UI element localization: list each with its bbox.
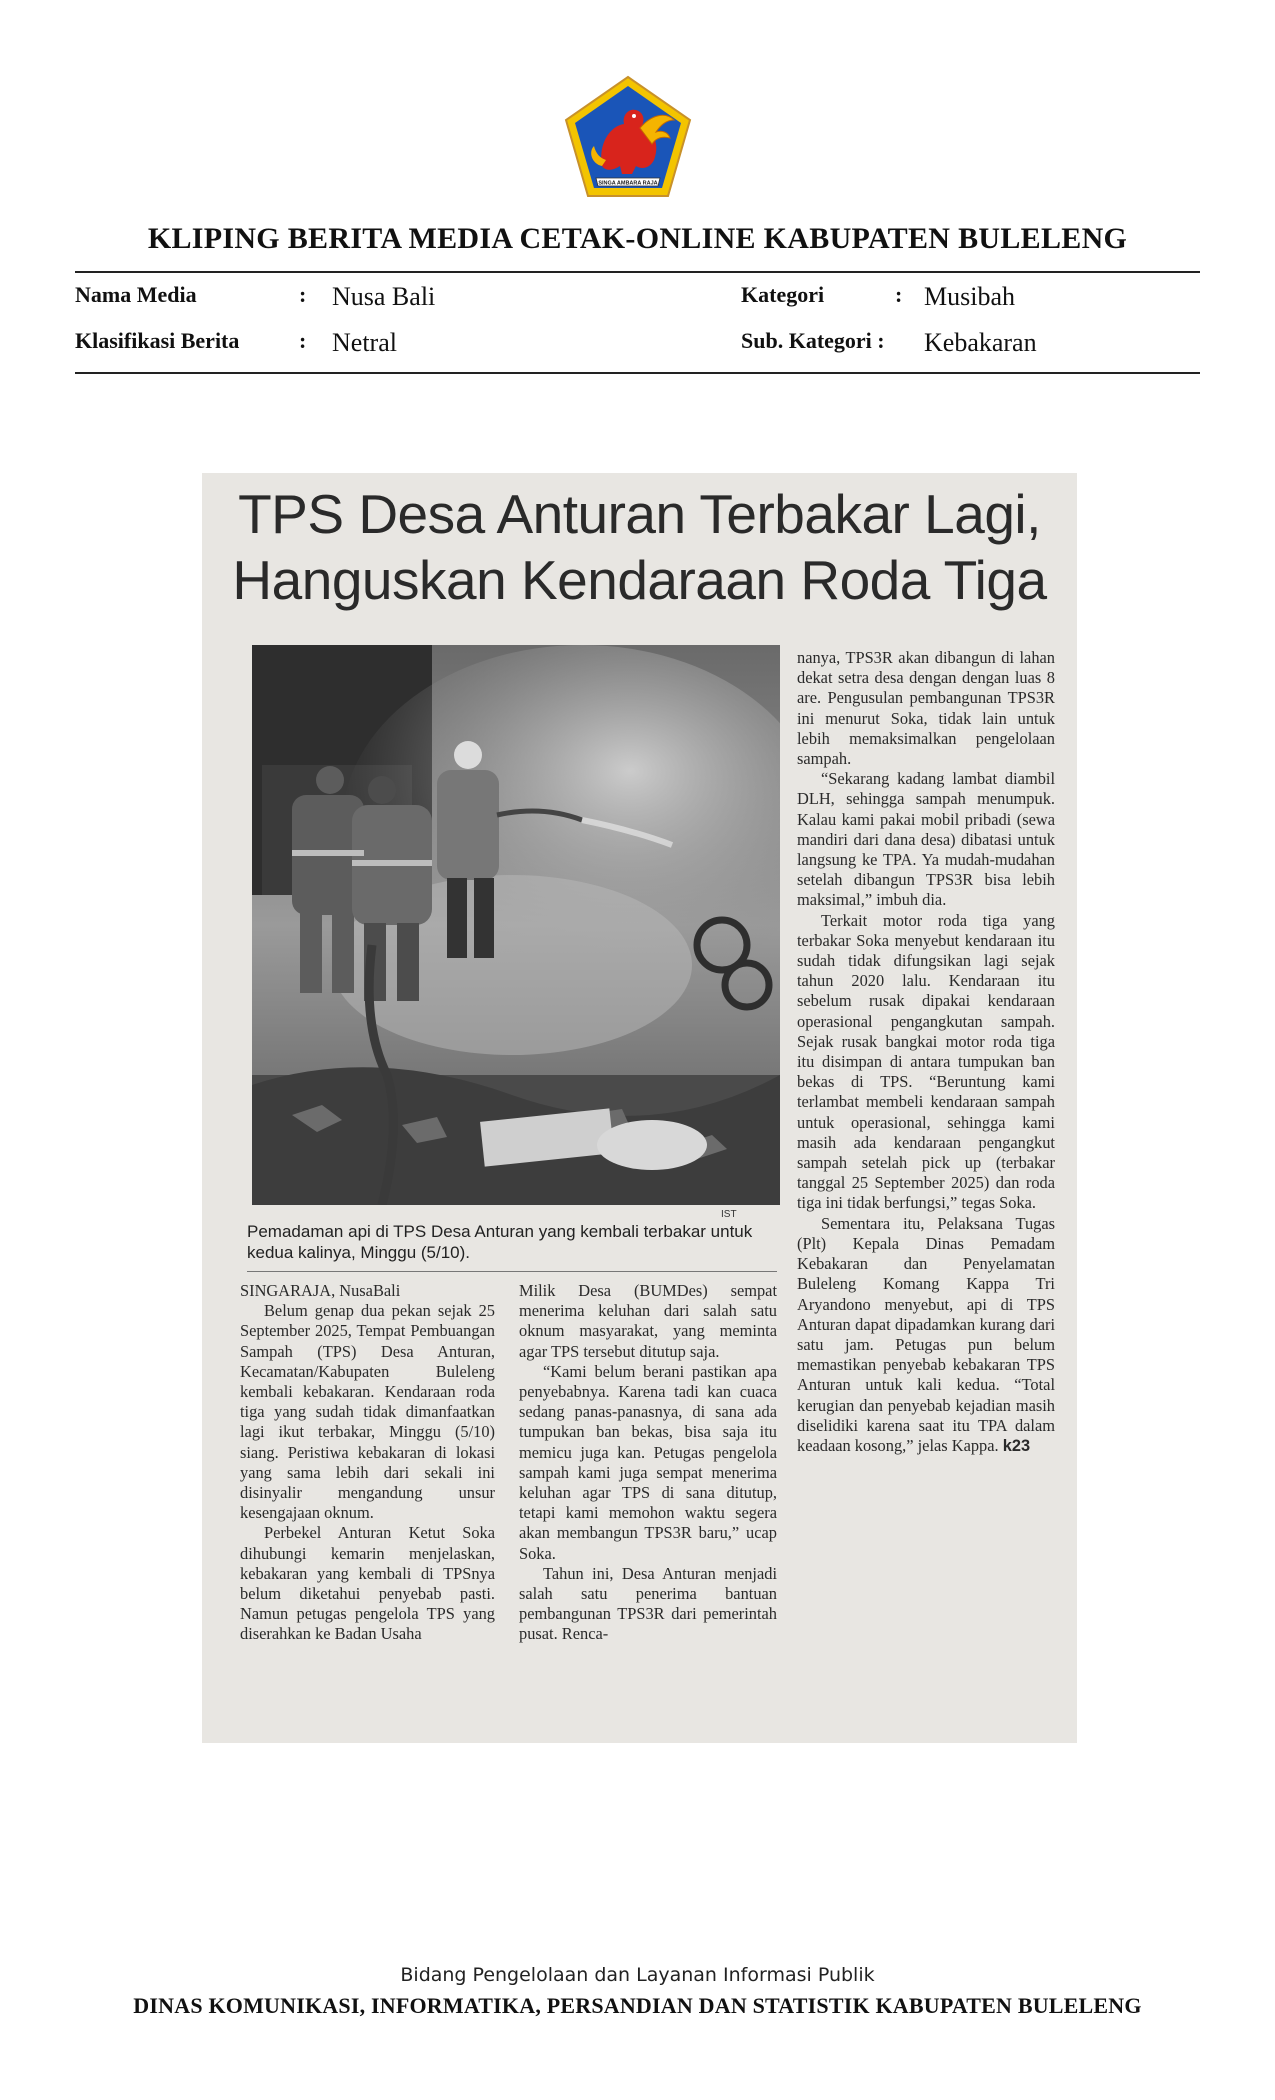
caption-divider <box>247 1271 777 1272</box>
kategori-label: Kategori <box>741 282 825 307</box>
article-paragraph: Belum genap dua pekan sejak 25 September 2025, Tempat Pembuangan Sampah (TPS) Desa Anturan, Kecamatan/Kabupaten Buleleng kembali kebakaran. Kendaraan roda tiga yang sudah tidak dimanfaatkan lagi ikut terbakar, Minggu (5/10) siang. Peristiwa kebakaran di lokasi yang sama lebih dari sekali ini disinyalir mengandung unsur kesengajaan oknum. <box>240 1301 495 1523</box>
article-paragraph-final <box>797 1214 1055 1456</box>
klasifikasi-colon: : <box>299 328 307 353</box>
fire-photo <box>252 645 780 1205</box>
kategori-value: Musibah <box>924 282 1015 311</box>
article-paragraph-text: Sementara itu, Pelaksana Tugas (Plt) Kepala Dinas Pemadam Kebakaran dan Penyelamatan Buleleng Komang Kappa Tri Aryandono menyebut, api di TPS Anturan dapat dipadamkan kurang dari satu jam. Petugas pun belum memastikan penyebab kebakaran TPS Anturan untuk kali kedua. “Total kerugian dan penyebab kejadian masih diselidiki karena saat itu TPA dalam keadaan kosong,” jelas Kappa. <box>797 1213 1055 1455</box>
media-value: Nusa Bali <box>332 282 436 311</box>
article-paragraph: Milik Desa (BUMDes) sempat menerima keluhan dari salah satu oknum masyarakat, yang meminta agar TPS tersebut ditutup saja. <box>519 1281 777 1361</box>
article-paragraph: “Kami belum berani pastikan apa penyebabnya. Karena tadi kan cuaca sedang panas-panasnya, di sana ada tumpukan ban bekas, bisa saja itu memicu juga kan. Petugas pengelola sampah kami juga sempat menerima keluhan agar TPS di sana ditutup, tetapi kami memohon waktu segera akan membangun TPS3R baru,” ucap Soka. <box>519 1361 777 1563</box>
footer-agency: DINAS KOMUNIKASI, INFORMATIKA, PERSANDIAN DAN STATISTIK KABUPATEN BULELENG <box>133 1993 1142 2018</box>
article-paragraph: “Sekarang kadang lambat diambil DLH, sehingga sampah menumpuk. Kalau kami pakai mobil pribadi (sewa mandiri dari dana desa) dibatasi untuk langsung ke TPA. Ya mudah-mudahan setelah dibangun TPS3R bisa lebih maksimal,” imbuh dia. <box>797 769 1055 910</box>
klasifikasi-value: Netral <box>332 328 397 357</box>
article-dateline: SINGARAJA, NusaBali <box>240 1281 401 1300</box>
headline-line-2: Hanguskan Kendaraan Roda Tiga <box>232 549 1047 611</box>
article-paragraph: Tahun ini, Desa Anturan menjadi salah satu penerima bantuan pembangunan TPS3R dari pemerintah pusat. Renca- <box>519 1563 777 1644</box>
logo-motto: SINGA AMBARA RAJA <box>598 180 658 187</box>
footer-department: Bidang Pengelolaan dan Layanan Informasi Publik <box>400 1964 875 1986</box>
klasifikasi-label: Klasifikasi Berita <box>75 328 240 353</box>
article-column-2 <box>519 1281 777 1645</box>
author-signature: k23 <box>1002 1436 1031 1455</box>
article-paragraph: Perbekel Anturan Ketut Soka dihubungi kemarin menjelaskan, kebakaran yang kembali di TPSnya belum diketahui penyebab pasti. Namun petugas pengelola TPS yang diserahkan ke Badan Usaha <box>240 1523 495 1644</box>
subkategori-label: Sub. Kategori : <box>741 328 885 353</box>
newspaper-clipping <box>202 473 1077 1743</box>
document-title: KLIPING BERITA MEDIA CETAK-ONLINE KABUPATEN BULELENG <box>147 222 1128 255</box>
article-paragraph: nanya, TPS3R akan dibangun di lahan dekat setra desa dengan dengan luas 8 are. Pengusulan pembangunan TPS3R ini menurut Soka, tidak lain untuk lebih memaksimalkan pengelolaan sampah. <box>797 648 1055 769</box>
article-headline <box>202 481 1077 613</box>
media-label: Nama Media <box>75 282 197 307</box>
article-column-3 <box>797 648 1055 1456</box>
subkategori-value: Kebakaran <box>924 328 1037 357</box>
article-column-1 <box>240 1281 495 1645</box>
title-divider <box>75 271 1200 273</box>
metadata-divider <box>75 372 1200 374</box>
headline-line-1: TPS Desa Anturan Terbakar Lagi, <box>238 483 1041 545</box>
article-paragraph: Terkait motor roda tiga yang terbakar Soka menyebut kendaraan itu sudah tidak difungsikan lagi sejak tahun 2020 lalu. Kendaraan itu sebelum rusak dipakai kendaraan operasional pengangkutan sampah. Sejak rusak bangkai motor roda tiga itu disimpan di antara tumpukan ban bekas di TPS. “Beruntung kami terlambat membeli kendaraan sampah untuk operasional, sehingga kami masih ada kendaraan pengangkut sampah setelah pick up (terbakar tanggal 25 September 2025) dan roda tiga ini tidak berfungsi,” tegas Soka. <box>797 910 1055 1213</box>
media-colon: : <box>299 282 307 307</box>
photo-caption: Pemadaman api di TPS Desa Anturan yang kembali terbakar untuk kedua kalinya, Minggu (5/10). <box>247 1222 753 1262</box>
kategori-colon: : <box>895 282 903 307</box>
buleleng-emblem-logo <box>562 74 694 200</box>
photo-credit: IST <box>721 1209 737 1220</box>
